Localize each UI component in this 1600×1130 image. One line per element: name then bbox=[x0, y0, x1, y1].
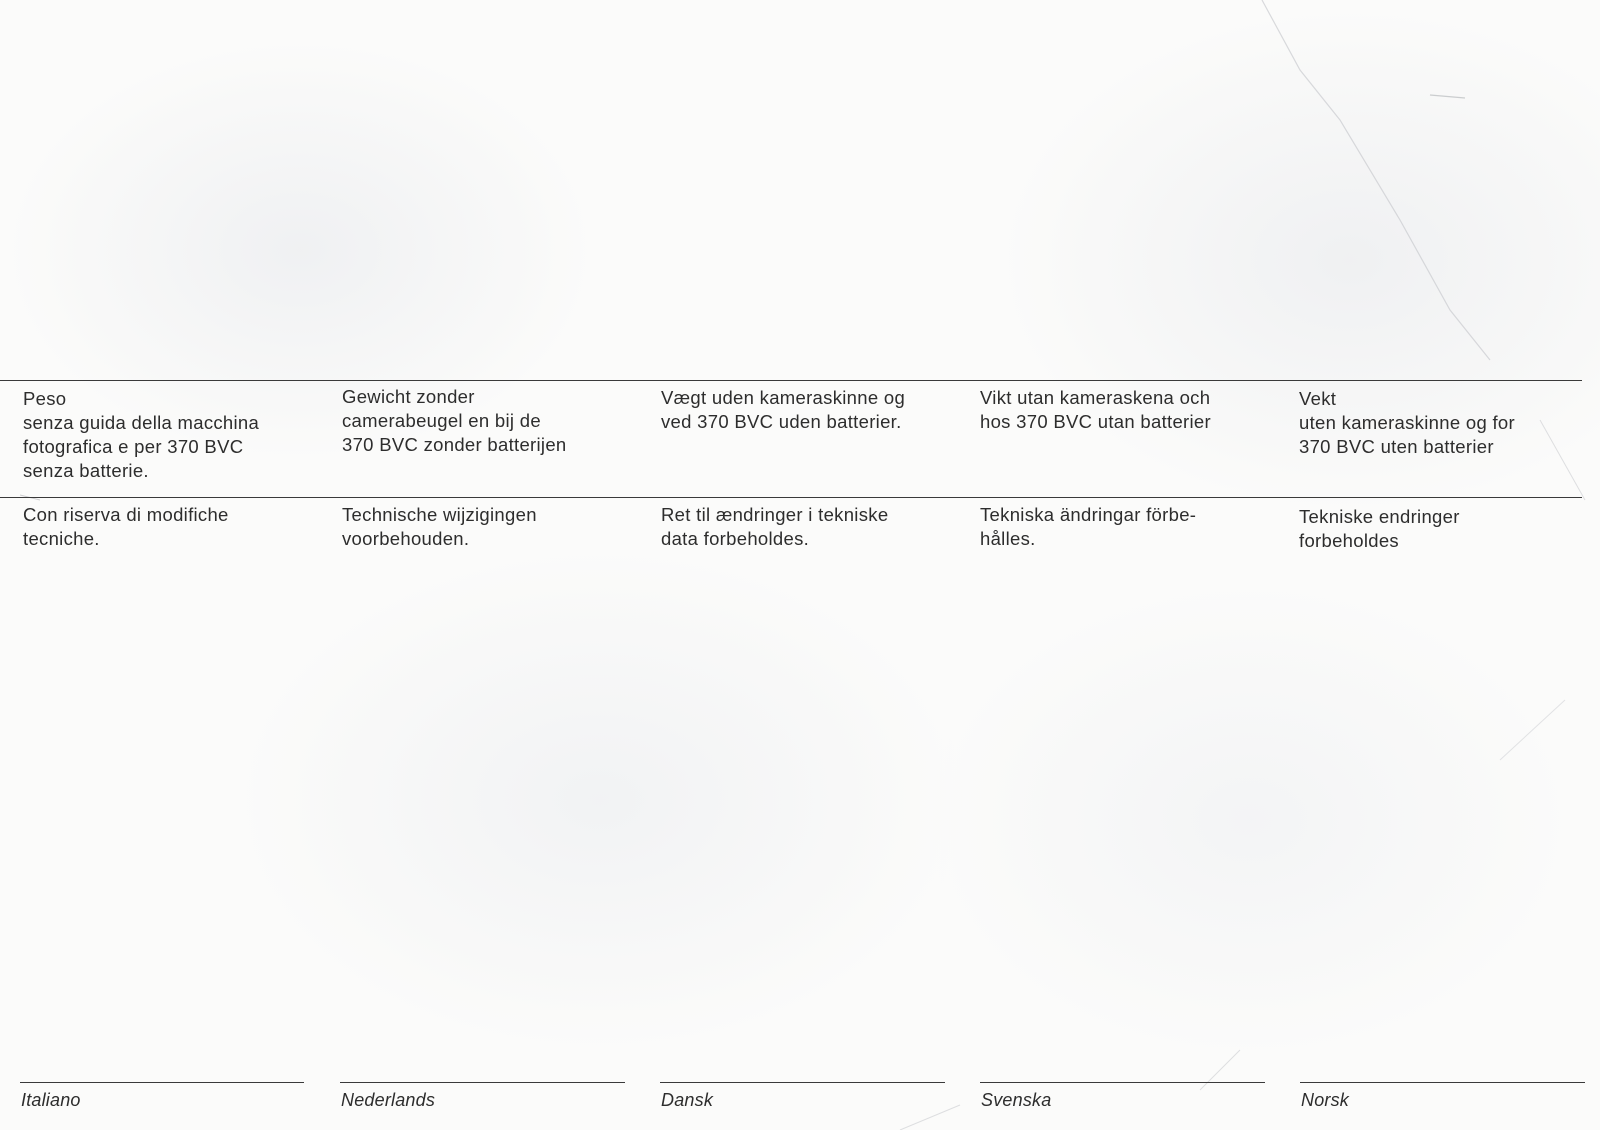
changes-cell-norsk bbox=[1299, 505, 1599, 553]
footer-rule-svenska bbox=[980, 1082, 1265, 1083]
text-line: ved 370 BVC uden batterier. bbox=[661, 411, 902, 432]
text-line: Con riserva di modifiche bbox=[23, 504, 229, 525]
table-middle-rule bbox=[0, 497, 1582, 498]
text-line: uten kameraskinne og for bbox=[1299, 412, 1515, 433]
footer-rule-italiano bbox=[20, 1082, 304, 1083]
text-line: Gewicht zonder bbox=[342, 386, 475, 407]
footer-rule-nederlands bbox=[340, 1082, 625, 1083]
text-line: fotografica e per 370 BVC bbox=[23, 436, 244, 457]
text-line: Vægt uden kameraskinne og bbox=[661, 387, 906, 408]
changes-cell-svenska bbox=[980, 503, 1280, 551]
language-label-nederlands: Nederlands bbox=[341, 1090, 436, 1110]
weight-cell-italiano bbox=[23, 387, 323, 483]
language-label-dansk: Dansk bbox=[661, 1090, 714, 1110]
text-line: data forbeholdes. bbox=[661, 528, 810, 549]
text-line: 370 BVC zonder batterijen bbox=[342, 434, 567, 455]
text-line: 370 BVC uten batterier bbox=[1299, 436, 1494, 457]
text-line: Tekniska ändringar förbe- bbox=[980, 504, 1197, 525]
changes-cell-dansk bbox=[661, 503, 961, 551]
text-line: senza guida della macchina bbox=[23, 412, 260, 433]
text-line: senza batterie. bbox=[23, 460, 149, 481]
text-line: Technische wijzigingen bbox=[342, 504, 537, 525]
language-label-norsk: Norsk bbox=[1301, 1090, 1350, 1110]
text-line: tecniche. bbox=[23, 528, 100, 549]
footer-rule-norsk bbox=[1300, 1082, 1585, 1083]
text-line: forbeholdes bbox=[1299, 530, 1399, 551]
text-line: Ret til ændringer i tekniske bbox=[661, 504, 889, 525]
text-line: Vekt bbox=[1299, 388, 1337, 409]
language-label-svenska: Svenska bbox=[981, 1090, 1052, 1110]
text-line: hos 370 BVC utan batterier bbox=[980, 411, 1211, 432]
text-line: hålles. bbox=[980, 528, 1036, 549]
changes-cell-italiano bbox=[23, 503, 323, 551]
changes-cell-nederlands bbox=[342, 503, 642, 551]
weight-cell-svenska bbox=[980, 386, 1280, 434]
text-line: Vikt utan kameraskena och bbox=[980, 387, 1211, 408]
weight-cell-nederlands bbox=[342, 385, 642, 457]
text-line: Peso bbox=[23, 388, 67, 409]
footer-rule-dansk bbox=[660, 1082, 945, 1083]
language-label-italiano: Italiano bbox=[21, 1090, 81, 1110]
text-line: Tekniske endringer bbox=[1299, 506, 1460, 527]
text-line: voorbehouden. bbox=[342, 528, 470, 549]
weight-cell-dansk bbox=[661, 386, 961, 434]
table-top-rule bbox=[0, 380, 1582, 381]
text-line: camerabeugel en bij de bbox=[342, 410, 541, 431]
weight-cell-norsk bbox=[1299, 387, 1599, 459]
